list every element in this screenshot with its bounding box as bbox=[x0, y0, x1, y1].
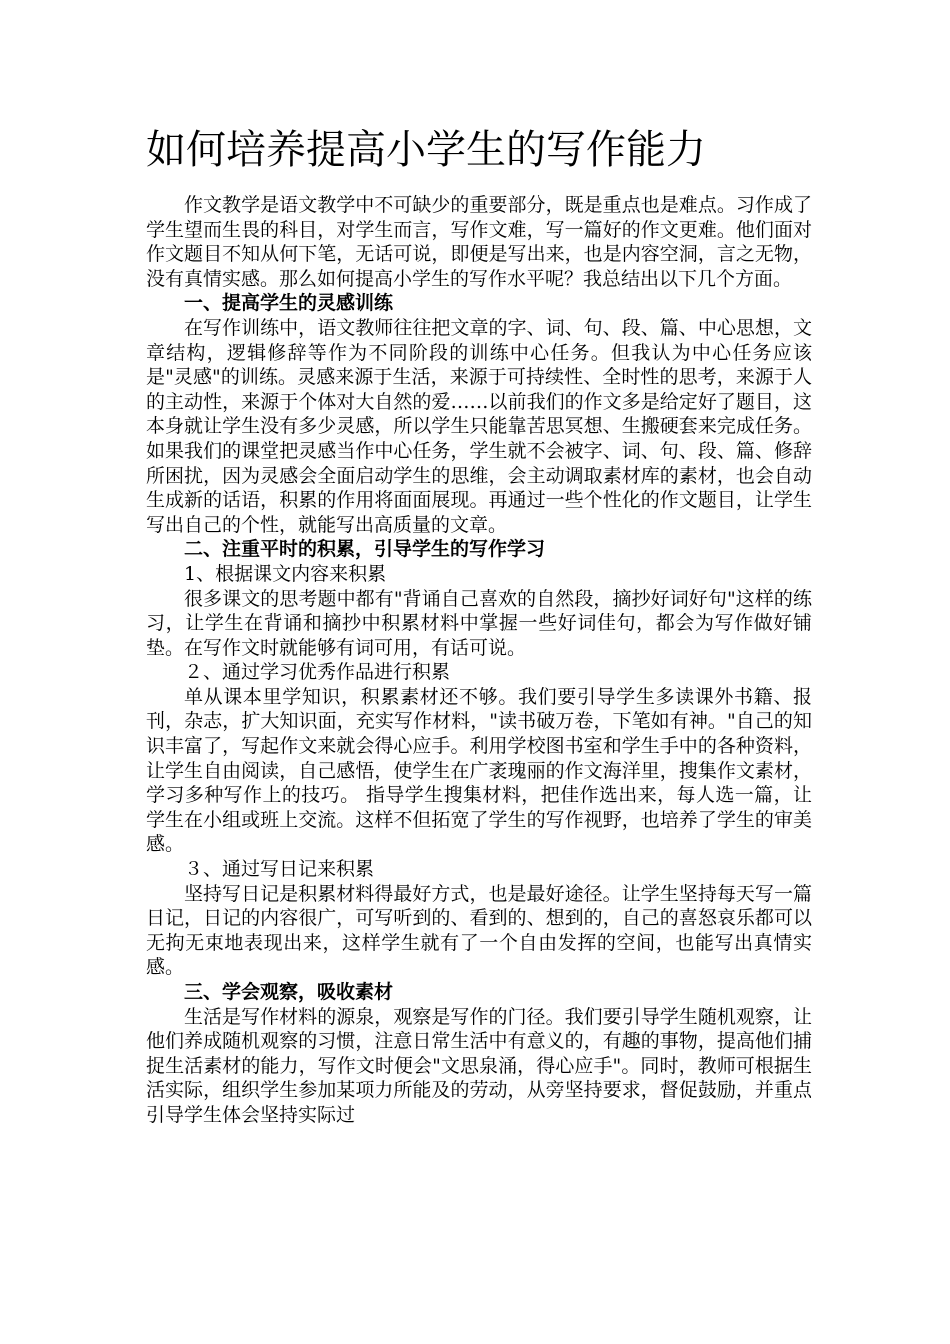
section2-subheading-1: 1、根据课文内容来积累 bbox=[184, 562, 387, 585]
section2-paragraph-2: 单从课本里学知识，积累素材还不够。我们要引导学生多读课外书籍、报刊，杂志，扩大知识面，充实写作材料，"读书破万卷，下笔如有神。"自己的知识丰富了，写起作文来就会得心应手。利用学校图书室和学生手中的各种资料，让学生自由阅读，自己感悟，使学生在广袤瑰丽的作文海洋里，搜集作文素材，学习多种写作上的技巧。 指导学生搜集材料，把佳作选出来，每人选一篇，让学生在小组或班上交流。这样不但拓宽了学生的写作视野，也培养了学生的审美感。 bbox=[146, 685, 812, 856]
section2-paragraph-1: 很多课文的思考题中都有"背诵自己喜欢的自然段，摘抄好词好句"这样的练习，让学生在背诵和摘抄中积累材料中掌握一些好词佳句，都会为写作做好铺垫。在写作文时就能够有词可用，有话可说。 bbox=[146, 587, 812, 659]
section2-subheading-2: ２、通过学习优秀作品进行积累 bbox=[184, 661, 451, 684]
section3-paragraph: 生活是写作材料的源泉，观察是写作的门径。我们要引导学生随机观察，让他们养成随机观察的习惯，注意日常生活中有意义的，有趣的事物，提高他们捕捉生活素材的能力，写作文时便会"文思泉涌，得心应手"。同时，教师可根据生活实际，组织学生参加某项力所能及的劳动，从旁坚持要求，督促鼓励，并重点引导学生体会坚持实际过 bbox=[146, 1005, 812, 1126]
section1-heading: 一、提高学生的灵感训练 bbox=[184, 292, 394, 315]
intro-paragraph: 作文教学是语文教学中不可缺少的重要部分，既是重点也是难点。习作成了学生望而生畏的科目，对学生而言，写作文难，写一篇好的作文更难。他们面对作文题目不知从何下笔，无话可说，即便是写出来，也是内容空洞，言之无物，没有真情实感。那么如何提高小学生的写作水平呢？我总结出以下几个方面。 bbox=[146, 194, 812, 290]
document-title: 如何培养提高小学生的写作能力 bbox=[146, 127, 706, 173]
document-body bbox=[146, 193, 812, 1128]
section2-heading: 二、注重平时的积累，引导学生的写作学习 bbox=[184, 538, 546, 561]
section3-heading: 三、学会观察，吸收素材 bbox=[184, 981, 394, 1003]
section1-paragraph: 在写作训练中，语文教师往往把文章的字、词、句、段、篇、中心思想，文章结构，逻辑修辞等作为不同阶段的训练中心任务。但我认为中心任务应该是"灵感"的训练。灵感来源于生活，来源于可持续性、全时性的思考，来源于人的主动性，来源于个体对大自然的爱……以前我们的作文多是给定好了题目，这本身就让学生没有多少灵感，所以学生只能靠苦思冥想、生搬硬套来完成任务。如果我们的课堂把灵感当作中心任务，学生就不会被字、词、句、段、篇、修辞所困扰，因为灵感会全面启动学生的思维，会主动调取素材库的素材，也会自动生成新的话语，积累的作用将面面展现。再通过一些个性化的作文题目，让学生写出自己的个性，就能写出高质量的文章。 bbox=[146, 316, 812, 536]
section2-subheading-3: ３、通过写日记来积累 bbox=[184, 858, 375, 881]
section2-paragraph-3: 坚持写日记是积累材料得最好方式，也是最好途径。让学生坚持每天写一篇日记，日记的内容很广，可写听到的、看到的、想到的，自己的喜怒哀乐都可以无拘无束地表现出来，这样学生就有了一个自由发挥的空间，也能写出真情实感。 bbox=[146, 882, 812, 979]
